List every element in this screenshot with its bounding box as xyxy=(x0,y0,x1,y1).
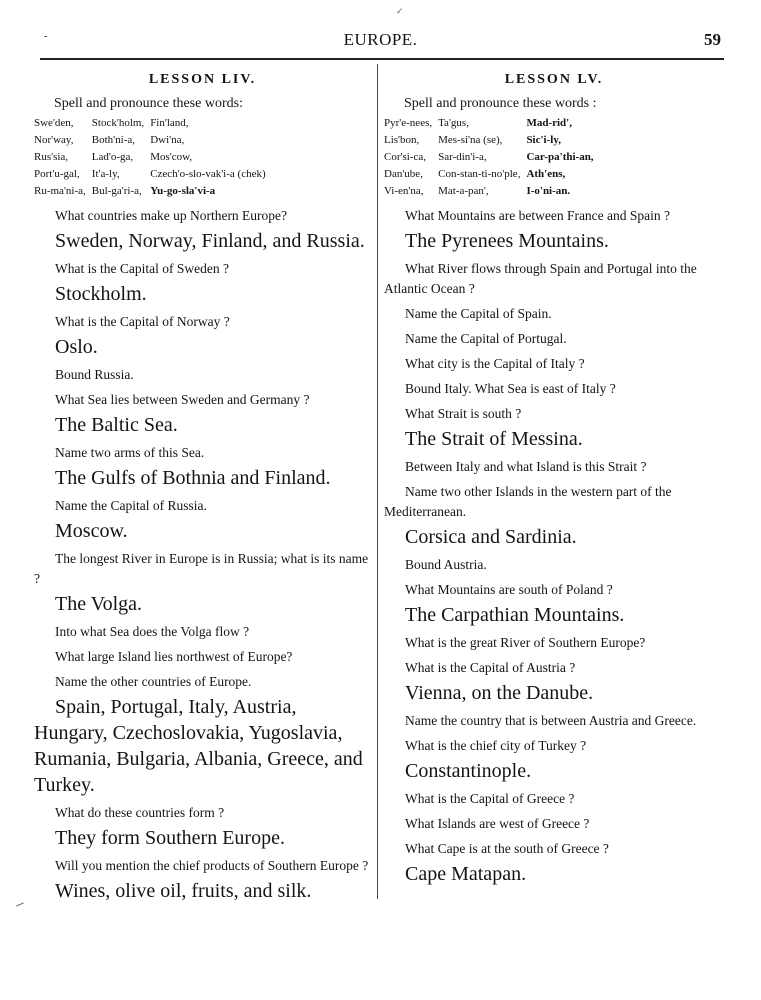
question-text: Will you mention the chief products of Southern Europe ? xyxy=(55,858,369,873)
question-text: What is the Capital of Norway ? xyxy=(55,314,230,329)
question-text: Name the Capital of Portugal. xyxy=(405,331,567,346)
spelling-word: Mat-a-pan', xyxy=(438,185,489,197)
question-text: What countries make up Northern Europe? xyxy=(55,208,288,223)
spelling-word: Rus'sia, xyxy=(34,151,69,163)
word-row xyxy=(34,183,272,200)
spelling-word: Mad-rid', xyxy=(526,117,572,129)
spelling-word: Sic'i-ly, xyxy=(526,134,561,146)
question-text: Bound Russia. xyxy=(55,367,134,382)
spelling-word: Ath'ens, xyxy=(526,168,566,180)
answer-text: Constantinople. xyxy=(405,760,532,782)
header-tick-mark: - xyxy=(44,31,48,42)
spelling-word-table xyxy=(34,115,272,200)
answer-text: The Baltic Sea. xyxy=(55,414,178,436)
lesson-55-column xyxy=(384,66,724,891)
question-text: Between Italy and what Island is this Strait ? xyxy=(405,459,647,474)
question-text: What is the Capital of Sweden ? xyxy=(55,261,229,276)
answer-text: Spain, Portugal, Italy, Austria, Hungary, Czechoslovakia, Yugoslavia, Rumania, Bulgaria, Albania, Greece, and Turkey. xyxy=(34,696,363,796)
answer-text: Wines, olive oil, fruits, and silk. xyxy=(55,880,312,902)
spelling-word: Vi-en'na, xyxy=(384,185,424,197)
lesson-54-column xyxy=(34,66,371,908)
word-row xyxy=(384,132,600,149)
answer-text: The Pyrenees Mountains. xyxy=(405,230,609,252)
question-text: What is the Capital of Greece ? xyxy=(405,791,575,806)
question-text: Bound Austria. xyxy=(405,557,487,572)
question-text: Name two arms of this Sea. xyxy=(55,445,205,460)
answer-text: They form Southern Europe. xyxy=(55,827,285,849)
answer-text: Stockholm. xyxy=(55,283,147,305)
answer-text: The Gulfs of Bothnia and Finland. xyxy=(55,467,331,489)
question-text: What Islands are west of Greece ? xyxy=(405,816,590,831)
question-text: What Cape is at the south of Greece ? xyxy=(405,841,609,856)
spelling-word: Port'u-gal, xyxy=(34,168,80,180)
spelling-word: Mos'cow, xyxy=(150,151,193,163)
spelling-word: Lad'o-ga, xyxy=(91,151,134,163)
question-text: What large Island lies northwest of Europe? xyxy=(55,649,293,664)
spelling-word-table xyxy=(384,115,600,200)
word-row xyxy=(384,149,600,166)
question-text: What Mountains are between France and Spain ? xyxy=(405,208,671,223)
column-divider xyxy=(377,64,378,899)
word-row xyxy=(384,115,600,132)
question-list xyxy=(34,206,371,904)
scan-mark: ✓ xyxy=(396,6,404,16)
question-list xyxy=(384,206,724,887)
spelling-word: Lis'bon, xyxy=(384,134,420,146)
page-header xyxy=(0,0,761,50)
spelling-word: Dan'ube, xyxy=(384,168,423,180)
word-row xyxy=(34,132,272,149)
spelling-word: Sar-din'i-a, xyxy=(438,151,487,163)
spelling-word: Bul-ga'ri-a, xyxy=(91,185,142,197)
question-text: What city is the Capital of Italy ? xyxy=(405,356,585,371)
question-text: Into what Sea does the Volga flow ? xyxy=(55,624,250,639)
page-number: 59 xyxy=(704,30,721,49)
word-row xyxy=(34,149,272,166)
answer-text: Sweden, Norway, Finland, and Russia. xyxy=(55,230,365,252)
spelling-word: Dwi'na, xyxy=(150,134,185,146)
question-text: Name the Capital of Spain. xyxy=(405,306,552,321)
answer-text: Corsica and Sardinia. xyxy=(405,526,577,548)
spelling-word: Czech'o-slo-vak'i-a (chek) xyxy=(150,168,266,180)
question-text: Name the country that is between Austria and Greece. xyxy=(405,713,697,728)
lesson-title: LESSON LIV. xyxy=(148,72,257,87)
scan-mark xyxy=(16,902,24,906)
lesson-title: LESSON LV. xyxy=(504,72,604,87)
question-text: What Sea lies between Sweden and Germany ? xyxy=(55,392,310,407)
spelling-word: Mes-si'na (se), xyxy=(438,134,503,146)
spelling-word: Nor'way, xyxy=(34,134,74,146)
spelling-word: Pyr'e-nees, xyxy=(384,117,433,129)
question-text: Name the other countries of Europe. xyxy=(55,674,252,689)
spelling-word: Ru-ma'ni-a, xyxy=(34,185,86,197)
question-text: Bound Italy. What Sea is east of Italy ? xyxy=(405,381,616,396)
word-row xyxy=(34,166,272,183)
answer-text: Oslo. xyxy=(55,336,98,358)
question-text: Name the Capital of Russia. xyxy=(55,498,207,513)
word-row xyxy=(384,166,600,183)
question-text: What Strait is south ? xyxy=(405,406,522,421)
spelling-word: I-o'ni-an. xyxy=(526,185,571,197)
answer-text: Cape Matapan. xyxy=(405,863,527,885)
question-text: What is the great River of Southern Europe? xyxy=(405,635,646,650)
spelling-word: It'a-ly, xyxy=(91,168,120,180)
spelling-word: Con-stan-ti-no'ple, xyxy=(438,168,521,180)
spelling-word: Fin'land, xyxy=(150,117,189,129)
spelling-word: Yu-go-sla'vi-a xyxy=(150,185,216,197)
spelling-intro: Spell and pronounce these words: xyxy=(54,96,243,111)
answer-text: The Carpathian Mountains. xyxy=(405,604,625,626)
spelling-word: Swe'den, xyxy=(34,117,74,129)
spelling-word: Car-pa'thi-an, xyxy=(526,151,594,163)
spelling-word: Cor'si-ca, xyxy=(384,151,426,163)
page-title: EUROPE. xyxy=(343,30,418,49)
answer-text: The Volga. xyxy=(55,593,143,615)
question-text: Name two other Islands in the western part of the Mediterranean. xyxy=(384,484,672,519)
question-text: What is the Capital of Austria ? xyxy=(405,660,576,675)
question-text: What do these countries form ? xyxy=(55,805,225,820)
spelling-word: Both'ni-a, xyxy=(91,134,136,146)
question-text: What Mountains are south of Poland ? xyxy=(405,582,613,597)
word-row xyxy=(34,115,272,132)
spelling-intro: Spell and pronounce these words : xyxy=(404,96,597,111)
word-row xyxy=(384,183,600,200)
question-text: What River flows through Spain and Portugal into the Atlantic Ocean ? xyxy=(384,261,697,296)
answer-text: Vienna, on the Danube. xyxy=(405,682,594,704)
spelling-word: Stock'holm, xyxy=(91,117,145,129)
header-rule xyxy=(40,58,724,60)
question-text: The longest River in Europe is in Russia; what is its name ? xyxy=(34,551,369,586)
question-text: What is the chief city of Turkey ? xyxy=(405,738,587,753)
answer-text: Moscow. xyxy=(55,520,128,542)
spelling-word: Ta'gus, xyxy=(438,117,469,129)
answer-text: The Strait of Messina. xyxy=(405,428,583,450)
